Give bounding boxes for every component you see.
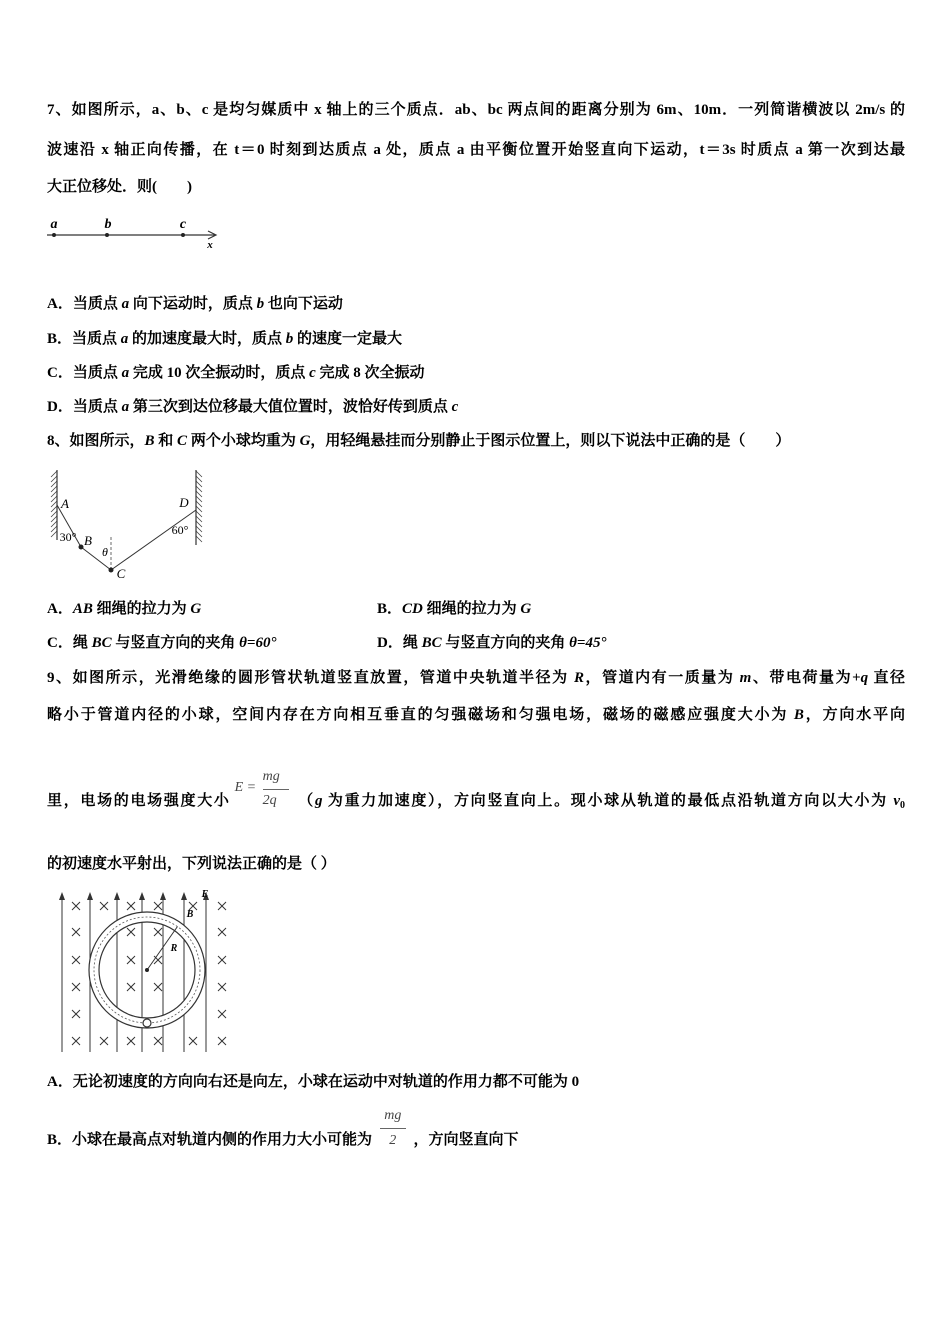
electric-field-arrow <box>181 892 187 900</box>
magnetic-field-cross <box>72 956 80 964</box>
magnetic-field-cross <box>72 1037 80 1045</box>
magnetic-field-cross <box>72 902 80 910</box>
electric-field-arrow <box>114 892 120 900</box>
italic-variable: v <box>893 793 900 809</box>
left-wall-hatch <box>51 476 57 482</box>
formula-numerator: mg <box>384 1108 402 1123</box>
label-b: B <box>84 533 92 548</box>
left-wall-hatch <box>51 531 57 537</box>
formula-denominator: 2 <box>389 1133 397 1148</box>
point-c-label: c <box>179 217 187 232</box>
q9-stem-line-2: 略小于管道内径的小球，空间内存在方向相互垂直的匀强磁场和匀强电场，磁场的磁感应强度大小为 B，方向水平向 <box>47 707 905 723</box>
mg-over-2-formula <box>378 1108 408 1150</box>
left-wall-hatch <box>51 501 57 507</box>
italic-variable: B <box>793 707 804 723</box>
italic-variable: q <box>860 670 869 686</box>
right-wall-hatch <box>196 471 202 477</box>
right-wall-hatch <box>196 511 202 517</box>
right-wall-hatch <box>196 496 202 502</box>
magnetic-field-cross <box>100 902 108 910</box>
right-wall-hatch <box>196 481 202 487</box>
point-b-label: b <box>104 217 112 232</box>
magnetic-field-cross <box>154 983 162 991</box>
point-a-label: a <box>50 217 58 232</box>
q9-option-a[interactable]: A．无论初速度的方向向右还是向左，小球在运动中对轨道的作用力都不可能为 0 <box>47 1074 580 1090</box>
electric-field-arrow <box>160 892 166 900</box>
formula-fraction-bar <box>380 1128 406 1129</box>
right-wall-hatch <box>196 526 202 532</box>
q9-option-b-after: ，方向竖直向下 <box>409 1132 519 1148</box>
circular-tube-track <box>89 912 205 1028</box>
magnetic-field-cross <box>218 1037 226 1045</box>
italic-variable: θ=45° <box>569 635 607 651</box>
formula-fraction-bar <box>263 789 289 790</box>
formula-denominator: 2q <box>262 793 277 808</box>
right-wall-hatch <box>196 501 202 507</box>
magnetic-field-cross <box>218 928 226 936</box>
italic-variable: C <box>177 433 188 449</box>
italic-variable: G <box>190 601 202 617</box>
right-wall-hatch <box>196 516 202 522</box>
italic-variable: AB <box>72 601 93 617</box>
left-wall-hatch <box>51 521 57 527</box>
magnetic-field-cross <box>218 1010 226 1018</box>
magnetic-field-cross <box>154 956 162 964</box>
field-strength-formula <box>234 769 291 811</box>
q8-stem: 8、如图所示，B 和 C 两个小球均重为 G，用轻绳悬挂而分别静止于图示位置上，则以下说法中正确的是（ ） <box>47 433 791 449</box>
italic-variable: BC <box>91 635 112 651</box>
right-wall-hatch <box>196 476 202 482</box>
magnetic-field-cross <box>218 902 226 910</box>
right-wall-hatch <box>196 536 202 542</box>
left-wall-hatch <box>51 511 57 517</box>
magnetic-field-cross <box>72 928 80 936</box>
q7-option-d[interactable]: D．当质点 a 第三次到达位移最大值位置时，波恰好传到质点 c <box>47 399 459 415</box>
italic-variable: G <box>520 601 532 617</box>
italic-variable: g <box>314 793 323 809</box>
left-wall-hatch <box>51 496 57 502</box>
formula-lhs: E = <box>234 780 257 795</box>
q7-option-a[interactable]: A．当质点 a 向下运动时，质点 b 也向下运动 <box>47 296 343 312</box>
q8-figure-hanging-balls <box>40 465 215 585</box>
q9-stem-line-1: 9、如图所示，光滑绝缘的圆形管状轨道竖直放置，管道中央轨道半径为 R，管道内有一质量为 m、带电荷量为+q 直径 <box>47 670 905 686</box>
subscript: 0 <box>899 800 905 811</box>
italic-variable: BC <box>421 635 442 651</box>
q9-stem-line-3 <box>47 769 905 811</box>
ball-b <box>79 545 84 550</box>
circle-center-dot <box>145 968 149 972</box>
italic-variable: c <box>309 365 316 381</box>
ball-c <box>109 568 114 573</box>
magnetic-field-cross <box>154 928 162 936</box>
electric-field-arrow <box>139 892 145 900</box>
label-theta: θ <box>102 545 108 559</box>
magnetic-field-cross <box>218 983 226 991</box>
magnetic-field-cross <box>154 902 162 910</box>
q9-stem-line-4: 的初速度水平射出，下列说法正确的是（ ） <box>47 856 336 872</box>
left-wall-hatch <box>51 506 57 512</box>
label-e-field: E <box>201 889 209 900</box>
axis-x-label: x <box>207 239 213 251</box>
q8-option-a[interactable]: A．AB 细绳的拉力为 G <box>47 601 202 617</box>
magnetic-field-cross <box>127 902 135 910</box>
right-wall-hatch <box>196 491 202 497</box>
q8-option-d[interactable]: D．绳 BC 与竖直方向的夹角 θ=45° <box>377 635 607 651</box>
label-a: A <box>61 496 69 511</box>
left-wall-hatch <box>51 471 57 477</box>
right-wall-hatch <box>196 506 202 512</box>
left-wall-hatch <box>51 486 57 492</box>
q7-stem-line-2: 波速沿 x 轴正向传播，在 t＝0 时刻到达质点 a 处，质点 a 由平衡位置开始竖直向下运动，t＝3s 时质点 a 第一次到达最 <box>47 142 905 158</box>
q9-figure-circular-track <box>50 885 245 1057</box>
q9-stem-line-3-before: 里，电场的电场强度大小 <box>47 793 231 809</box>
point-c-dot <box>181 233 185 237</box>
point-a-dot <box>52 233 56 237</box>
q8-option-c[interactable]: C．绳 BC 与竖直方向的夹角 θ=60° <box>47 635 277 651</box>
electric-field-arrow <box>59 892 65 900</box>
italic-variable: b <box>285 331 294 347</box>
formula-numerator: mg <box>262 769 280 784</box>
label-radius: R <box>170 943 178 954</box>
magnetic-field-cross <box>100 1037 108 1045</box>
magnetic-field-cross <box>72 1010 80 1018</box>
q7-option-c[interactable]: C．当质点 a 完成 10 次全振动时，质点 c 完成 8 次全振动 <box>47 365 425 381</box>
point-b-dot <box>105 233 109 237</box>
right-wall-hatch <box>196 531 202 537</box>
magnetic-field-cross <box>127 928 135 936</box>
magnetic-field-cross <box>127 956 135 964</box>
italic-variable: b <box>256 296 265 312</box>
q7-stem-line-3: 大正位移处．则( ) <box>47 179 192 195</box>
magnetic-field-cross <box>154 1037 162 1045</box>
italic-variable: m <box>739 670 752 686</box>
small-ball <box>143 1019 151 1027</box>
magnetic-field-cross <box>218 956 226 964</box>
q9-option-b[interactable] <box>47 1108 519 1150</box>
label-angle-60: 60° <box>171 523 189 537</box>
left-wall-hatch <box>51 516 57 522</box>
left-wall-hatch <box>51 481 57 487</box>
italic-variable: CD <box>402 601 423 617</box>
magnetic-field-cross <box>127 983 135 991</box>
rope-cd <box>111 510 196 570</box>
italic-variable: G <box>299 433 311 449</box>
italic-variable: θ=60° <box>239 635 277 651</box>
magnetic-field-cross <box>127 1037 135 1045</box>
italic-variable: a <box>121 399 130 415</box>
right-wall-hatch <box>196 521 202 527</box>
italic-variable: a <box>121 365 130 381</box>
q9-stem-line-3-after: （g 为重力加速度），方向竖直向上。现小球从轨道的最低点沿轨道方向以大小为 $v_0$ <box>296 793 905 811</box>
italic-variable: a <box>120 331 129 347</box>
q7-stem-line-1: 7、如图所示，a、b、c 是均匀媒质中 x 轴上的三个质点．ab、bc 两点间的距离分别为 6m、10m．一列简谐横波以 2m/s 的 <box>47 102 905 118</box>
label-c: C <box>116 566 126 581</box>
italic-variable: c <box>451 399 459 415</box>
italic-variable: a <box>121 296 130 312</box>
q7-option-b[interactable]: B．当质点 a 的加速度最大时，质点 b 的速度一定最大 <box>47 331 403 347</box>
left-wall-hatch <box>51 491 57 497</box>
q7-figure-x-axis <box>40 210 225 255</box>
label-angle-30: 30° <box>59 530 77 544</box>
right-wall-hatch <box>196 486 202 492</box>
magnetic-field-cross <box>72 983 80 991</box>
label-d: D <box>179 495 189 510</box>
magnetic-field-cross <box>189 1037 197 1045</box>
italic-variable: B <box>144 433 155 449</box>
q9-option-b-before: B．小球在最高点对轨道内侧的作用力大小可能为 <box>47 1132 376 1148</box>
electric-field-arrow <box>87 892 93 900</box>
q8-option-b[interactable]: B．CD 细绳的拉力为 G <box>377 601 532 617</box>
left-wall-hatch <box>51 526 57 532</box>
label-b-field: B <box>186 909 194 920</box>
italic-variable: R <box>573 670 584 686</box>
